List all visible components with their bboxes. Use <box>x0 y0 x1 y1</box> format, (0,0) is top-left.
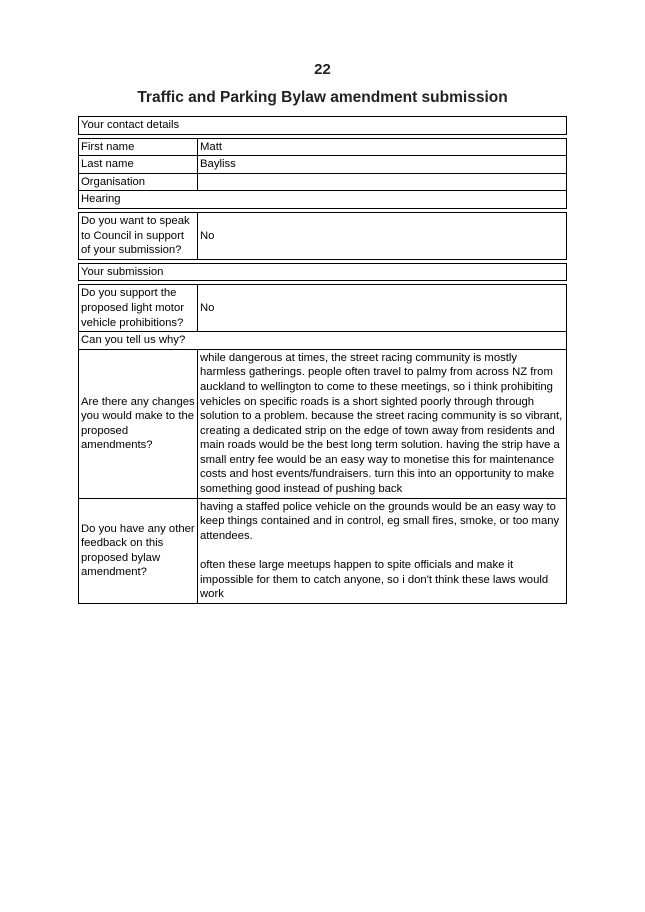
row-changes <box>78 350 567 499</box>
first-name-value: Matt <box>200 140 222 153</box>
section-header-contact <box>78 116 567 135</box>
section-header-submission <box>78 263 567 282</box>
field-label: First name <box>79 139 198 156</box>
feedback-label-text: Do you have any other feedback on this proposed bylaw amendment? <box>81 522 195 579</box>
field-label: Do you want to speak to Council in support of your submission? <box>79 213 198 259</box>
section-header-hearing <box>78 191 567 209</box>
changes-value: while dangerous at times, the street racing community is mostly harmless gatherings. people often travel to palmy from across NZ from auckland to wellington to come to these meetings, so i think prohibiting vehicles on specific roads is a short sighted poorly through through solution to a problem. because the street racing community is so vibrant, creating a dedicated strip on the edge of town away from residents and main roads would be the best long term solution. having the strip have a small entry fee would be an easy way to monetise this for maintenance costs and host events/fundraisers. turn this into an opportunity to make something good instead of pushing back <box>200 351 563 496</box>
section-label: Hearing <box>81 193 121 206</box>
field-label: Last name <box>79 156 198 173</box>
field-label <box>79 350 198 498</box>
changes-label-text: Are there any changes you would make to the proposed amendments? <box>81 395 195 452</box>
support-value: No <box>200 301 215 314</box>
row-organisation <box>78 174 567 192</box>
feedback-paragraph: often these large meetups happen to spite officials and make it impossible for them to catch anyone, so i don't think these laws would work <box>200 559 549 601</box>
row-support <box>78 284 567 332</box>
section-label: Your contact details <box>81 119 180 131</box>
feedback-paragraph: having a staffed police vehicle on the grounds would be an easy way to keep things contained and in control, eg small fires, smoke, or too many attendees. <box>200 500 560 542</box>
submission-form-table <box>78 116 567 604</box>
row-other-feedback <box>78 499 567 604</box>
row-last-name <box>78 156 567 174</box>
speak-value: No <box>200 229 215 242</box>
field-label: Do you support the proposed light motor vehicle prohibitions? <box>79 285 198 331</box>
row-first-name <box>78 138 567 157</box>
row-why-header <box>78 332 567 350</box>
document-title: Traffic and Parking Bylaw amendment submission <box>137 89 508 106</box>
section-label: Can you tell us why? <box>81 334 186 347</box>
feedback-value <box>198 499 566 603</box>
field-label: Organisation <box>79 174 198 191</box>
row-speak-to-council <box>78 212 567 260</box>
section-label: Your submission <box>81 265 164 278</box>
organisation-value <box>198 174 566 191</box>
last-name-value: Bayliss <box>200 158 236 171</box>
page-number: 22 <box>314 61 331 78</box>
field-label <box>79 499 198 603</box>
